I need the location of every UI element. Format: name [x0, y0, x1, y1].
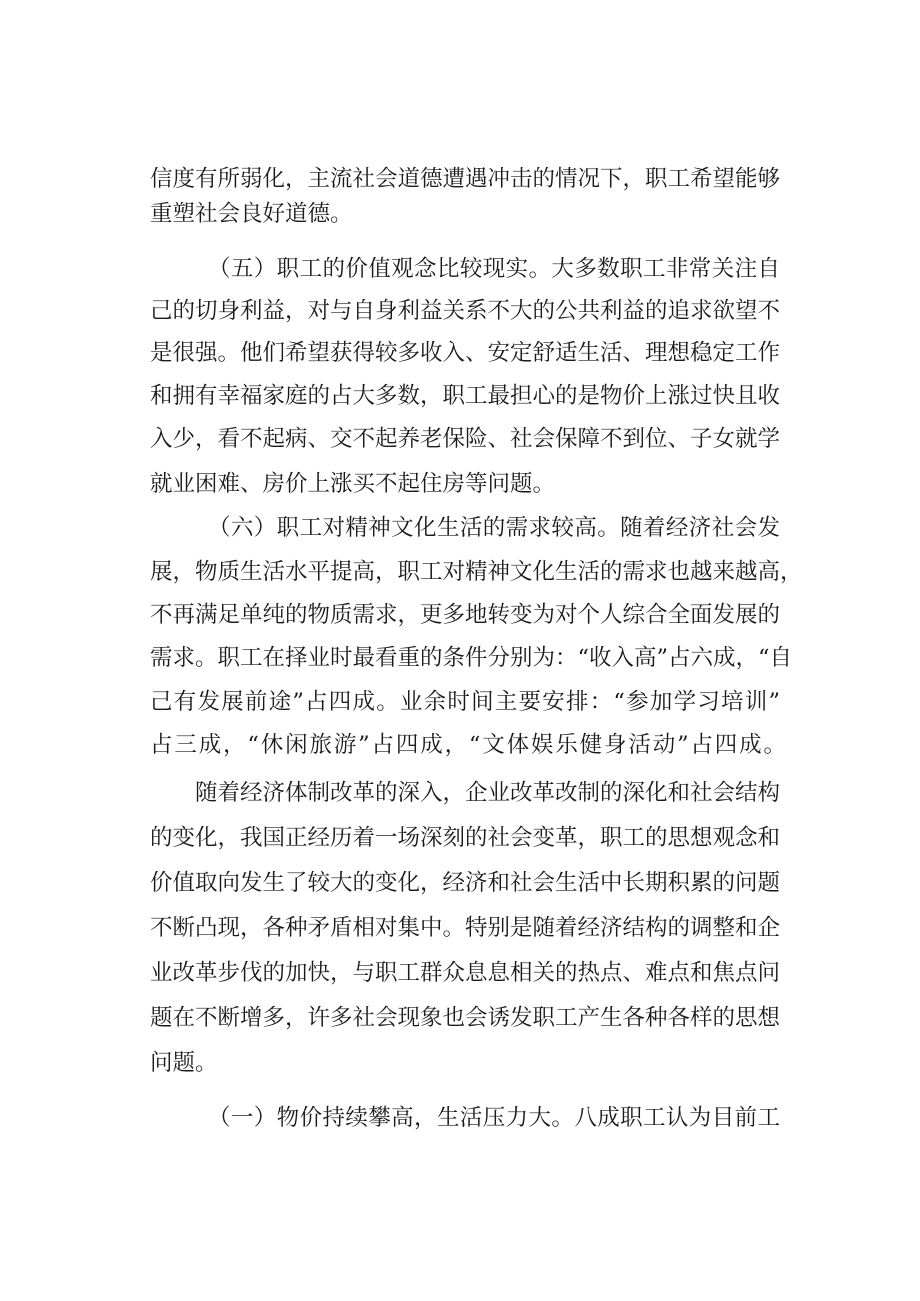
text-line: 入少，看不起病、交不起养老保险、社会保障不到位、子女就学	[150, 426, 781, 452]
text-line: 就业困难、房价上涨买不起住房等问题。	[150, 471, 556, 497]
text-line: 题在不断增多，许多社会现象也会诱发职工产生各种各样的思想	[150, 1005, 781, 1031]
text-line: （五）职工的价值观念比较现实。大多数职工非常关注自	[208, 256, 780, 282]
text-line: 价值取向发生了较大的变化，经济和社会生活中长期积累的问题	[150, 870, 781, 896]
text-line: （一）物价持续攀高，生活压力大。八成职工认为目前工	[208, 1105, 780, 1131]
text-line: 不断凸现，各种矛盾相对集中。特别是随着经济结构的调整和企	[150, 915, 781, 941]
text-line: （六）职工对精神文化生活的需求较高。随着经济社会发	[208, 515, 780, 541]
text-line: 信度有所弱化，主流社会道德遭遇冲击的情况下，职工希望能够	[150, 166, 781, 192]
text-line: 展，物质生活水平提高，职工对精神文化生活的需求也越来越高，	[150, 559, 803, 585]
text-line: 和拥有幸福家庭的占大多数，职工最担心的是物价上涨过快且收	[150, 383, 781, 409]
text-line: 己有发展前途”占四成。业余时间主要安排：“参加学习培训”	[150, 689, 780, 715]
text-line: 业改革步伐的加快，与职工群众息息相关的热点、难点和焦点问	[150, 960, 781, 986]
text-line: 占三成，“休闲旅游”占四成，“文体娱乐健身活动”占四成。	[150, 732, 786, 758]
text-line: 问题。	[150, 1050, 218, 1076]
text-line: 重塑社会良好道德。	[150, 201, 353, 227]
text-line: 需求。职工在择业时最看重的条件分别为：“收入高”占六成，“自	[150, 645, 793, 671]
text-line: 是很强。他们希望获得较多收入、安定舒适生活、理想稳定工作	[150, 340, 781, 366]
text-line: 随着经济体制改革的深入，企业改革改制的深化和社会结构	[195, 780, 781, 806]
text-line: 的变化，我国正经历着一场深刻的社会变革，职工的思想观念和	[150, 825, 781, 851]
text-line: 不再满足单纯的物质需求，更多地转变为对个人综合全面发展的	[150, 602, 781, 628]
text-line: 己的切身利益，对与自身利益关系不大的公共利益的追求欲望不	[150, 298, 781, 324]
